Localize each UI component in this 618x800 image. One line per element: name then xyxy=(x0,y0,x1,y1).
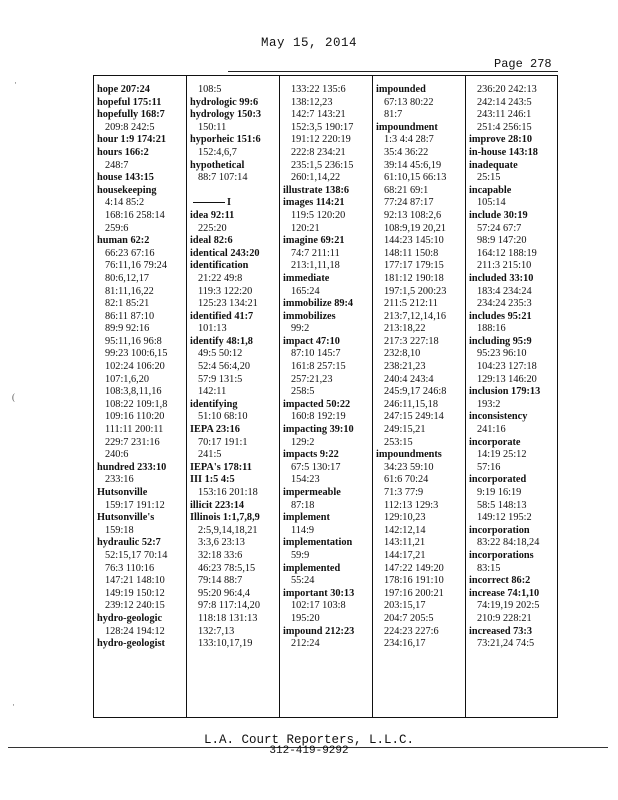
index-reference: 76:11,16 79:24 xyxy=(105,260,167,272)
index-term: images 114:21 xyxy=(283,197,345,209)
index-reference: 120:21 xyxy=(291,222,320,234)
index-reference: 160:8 192:19 xyxy=(291,411,346,423)
index-reference: 81:11,16,22 xyxy=(105,285,154,297)
index-term: imagine 69:21 xyxy=(283,235,345,247)
index-reference: 87:10 145:7 xyxy=(291,348,341,360)
index-reference: 260:1,14,22 xyxy=(291,172,341,184)
index-reference: 148:11 150:8 xyxy=(384,247,439,259)
index-term: Illinois 1:1,7,8,9 xyxy=(190,512,260,524)
index-reference: 98:9 147:20 xyxy=(477,235,527,247)
index-reference: 108:9,19 20,21 xyxy=(384,222,447,234)
index-reference: 147:22 149:20 xyxy=(384,562,444,574)
scan-speck: ( xyxy=(12,392,15,402)
index-column-5 xyxy=(466,76,559,717)
index-reference: 101:13 xyxy=(198,323,227,335)
index-reference: 211:3 215:10 xyxy=(477,260,532,272)
index-reference: 238:21,23 xyxy=(384,361,426,373)
index-reference: 104:23 127:18 xyxy=(477,361,537,373)
index-term: hyporheic 151:6 xyxy=(190,134,261,146)
index-term: impounded xyxy=(376,84,426,95)
index-reference: 3:3,6 23:13 xyxy=(198,537,245,549)
index-reference: 52:15,17 70:14 xyxy=(105,549,168,561)
index-reference: 108:22 109:1,8 xyxy=(105,398,168,410)
index-term: included 33:10 xyxy=(469,272,534,284)
index-reference: 197:16 200:21 xyxy=(384,587,444,599)
index-term: impermeable xyxy=(283,487,341,498)
index-term: impact 47:10 xyxy=(283,335,340,347)
index-reference: 73:21,24 74:5 xyxy=(477,638,535,650)
index-term: hopefully 168:7 xyxy=(97,109,165,121)
index-reference: 181:12 190:18 xyxy=(384,272,444,284)
index-term: hopeful 175:11 xyxy=(97,96,162,108)
index-term: incorporated xyxy=(469,474,527,486)
index-term: hope 207:24 xyxy=(97,84,150,95)
index-reference: 229:7 231:16 xyxy=(105,436,160,448)
index-reference: 142:11 xyxy=(198,386,227,398)
index-reference: 150:11 xyxy=(198,121,227,133)
index-term: in-house 143:18 xyxy=(469,146,538,158)
index-reference: 177:17 179:15 xyxy=(384,260,444,272)
index-reference: 197:1,5 200:23 xyxy=(384,285,447,297)
index-reference: 109:16 110:20 xyxy=(105,411,165,423)
header-rule xyxy=(228,71,558,72)
index-reference: 210:9 228:21 xyxy=(477,612,532,624)
index-term: hours 166:2 xyxy=(97,146,149,158)
index-reference: 133:22 135:6 xyxy=(291,84,346,95)
index-reference: 107:1,6,20 xyxy=(105,373,150,385)
index-reference: 102:17 103:8 xyxy=(291,600,346,612)
index-reference: 234:24 235:3 xyxy=(477,298,532,310)
index-reference: 57:24 67:7 xyxy=(477,222,522,234)
index-term: incorrect 86:2 xyxy=(469,575,531,587)
index-term: immediate xyxy=(283,272,330,284)
scan-speck: · xyxy=(12,700,15,710)
index-reference: 125:23 134:21 xyxy=(198,298,258,310)
index-reference: 95:11,16 96:8 xyxy=(105,335,162,347)
index-reference: 142:7 143:21 xyxy=(291,109,346,121)
index-reference: 195:20 xyxy=(291,612,320,624)
index-reference: 77:24 87:17 xyxy=(384,197,434,209)
index-column-1 xyxy=(94,76,187,717)
index-reference: 49:5 50:12 xyxy=(198,348,243,360)
index-reference: 211:5 212:11 xyxy=(384,298,438,310)
index-reference: 213:1,11,18 xyxy=(291,260,340,272)
index-reference: 217:3 227:18 xyxy=(384,335,439,347)
index-reference: 99:2 xyxy=(291,323,310,335)
index-reference: 92:13 108:2,6 xyxy=(384,209,442,221)
index-reference: 71:3 77:9 xyxy=(384,487,424,498)
index-term: house 143:15 xyxy=(97,172,154,184)
index-reference: 61:6 70:24 xyxy=(384,474,429,486)
index-term: impoundments xyxy=(376,449,442,461)
index-reference: 52:4 56:4,20 xyxy=(198,361,251,373)
index-reference: 32:18 33:6 xyxy=(198,549,243,561)
index-reference: 240:4 243:4 xyxy=(384,373,434,385)
index-reference: 86:11 87:10 xyxy=(105,310,155,322)
index-reference: 234:16,17 xyxy=(384,638,426,650)
page-number: Page 278 xyxy=(494,57,552,71)
index-term: immobilizes xyxy=(283,310,336,322)
index-term: incorporate xyxy=(469,436,521,448)
index-reference: 14:19 25:12 xyxy=(477,449,527,461)
index-reference: 82:1 85:21 xyxy=(105,298,150,310)
index-reference: 249:15,21 xyxy=(384,424,426,436)
index-term: inconsistency xyxy=(469,411,528,423)
index-reference: 233:16 xyxy=(105,474,134,486)
index-term: impound 212:23 xyxy=(283,625,355,637)
index-reference: 111:11 200:11 xyxy=(105,424,164,436)
index-reference: 188:16 xyxy=(477,323,506,335)
index-reference: 118:18 131:13 xyxy=(198,612,258,624)
index-term: III 1:5 4:5 xyxy=(190,474,235,486)
index-term: important 30:13 xyxy=(283,587,355,599)
index-reference: 236:20 242:13 xyxy=(477,84,537,95)
index-reference: 204:7 205:5 xyxy=(384,612,434,624)
transcript-date: May 15, 2014 xyxy=(260,36,357,50)
index-reference: 95:20 96:4,4 xyxy=(198,587,251,599)
index-term: immobilize 89:4 xyxy=(283,298,354,310)
index-reference: 83:22 84:18,24 xyxy=(477,537,540,549)
index-term: human 62:2 xyxy=(97,235,150,247)
index-term: hydraulic 52:7 xyxy=(97,537,161,549)
index-term: implement xyxy=(283,512,330,524)
index-reference: 235:1,5 236:15 xyxy=(291,159,354,171)
index-reference: 4:14 85:2 xyxy=(105,197,145,209)
index-reference: 143:11,21 xyxy=(384,537,426,549)
index-term: identification xyxy=(190,260,249,272)
index-column-2 xyxy=(187,76,280,717)
index-reference: 99:23 100:6,15 xyxy=(105,348,168,360)
index-reference: 88:7 107:14 xyxy=(198,172,248,184)
index-reference: 257:21,23 xyxy=(291,373,333,385)
index-reference: 251:4 256:15 xyxy=(477,121,532,133)
index-reference: 97:8 117:14,20 xyxy=(198,600,260,612)
index-term: incorporation xyxy=(469,524,530,536)
index-reference: 112:13 129:3 xyxy=(384,499,439,511)
index-reference: 61:10,15 66:13 xyxy=(384,172,447,184)
index-term: hydro-geologist xyxy=(97,638,165,650)
index-reference: 133:10,17,19 xyxy=(198,638,253,650)
index-reference: 67:13 80:22 xyxy=(384,96,434,108)
index-term: hundred 233:10 xyxy=(97,461,167,473)
index-reference: 212:24 xyxy=(291,638,320,650)
index-reference: 232:8,10 xyxy=(384,348,421,360)
index-term: hydro-geologic xyxy=(97,612,163,624)
index-reference: 35:4 36:22 xyxy=(384,146,429,158)
index-reference: 128:24 194:12 xyxy=(105,625,165,637)
index-reference: 25:15 xyxy=(477,172,501,184)
index-reference: 83:15 xyxy=(477,562,501,574)
index-term: hydrology 150:3 xyxy=(190,109,262,121)
index-reference: 129:10,23 xyxy=(384,512,426,524)
index-reference: 144:17,21 xyxy=(384,549,426,561)
index-reference: 147:21 148:10 xyxy=(105,575,165,587)
index-reference: 119:5 120:20 xyxy=(291,209,346,221)
index-reference: 259:6 xyxy=(105,222,129,234)
index-term: implementation xyxy=(283,537,353,549)
footer-company: L.A. Court Reporters, L.L.C. xyxy=(203,733,415,747)
index-term: Hutsonville xyxy=(97,487,148,498)
index-reference: 224:23 227:6 xyxy=(384,625,439,637)
index-reference: 1:3 4:4 28:7 xyxy=(384,134,434,146)
section-letter-rule xyxy=(193,202,225,203)
index-reference: 108:3,8,11,16 xyxy=(105,386,162,398)
index-reference: 129:2 xyxy=(291,436,315,448)
index-reference: 152:4,6,7 xyxy=(198,146,237,158)
index-reference: 66:23 67:16 xyxy=(105,247,155,259)
section-letter xyxy=(190,197,279,210)
index-reference: 34:23 59:10 xyxy=(384,461,434,473)
index-reference: 105:14 xyxy=(477,197,506,209)
index-reference: 168:16 258:14 xyxy=(105,209,165,221)
index-reference: 57:16 xyxy=(477,461,501,473)
index-term: improve 28:10 xyxy=(469,134,533,146)
index-reference: 95:23 96:10 xyxy=(477,348,527,360)
index-reference: 70:17 191:1 xyxy=(198,436,248,448)
index-column-3 xyxy=(280,76,373,717)
index-reference: 159:18 xyxy=(105,524,134,536)
index-reference: 246:11,15,18 xyxy=(384,398,438,410)
footer-phone: 312-419-9292 xyxy=(269,745,349,757)
word-index-table xyxy=(93,75,558,718)
index-reference: 51:10 68:10 xyxy=(198,411,248,423)
index-reference: 144:23 145:10 xyxy=(384,235,444,247)
index-term: ideal 82:6 xyxy=(190,235,233,247)
index-term: illustrate 138:6 xyxy=(283,184,350,196)
index-term: inclusion 179:13 xyxy=(469,386,541,398)
index-reference: 193:2 xyxy=(477,398,501,410)
index-reference: 21:22 49:8 xyxy=(198,272,243,284)
index-reference: 67:5 130:17 xyxy=(291,461,341,473)
index-reference: 248:7 xyxy=(105,159,129,171)
index-reference: 161:8 257:15 xyxy=(291,361,346,373)
index-reference: 9:19 16:19 xyxy=(477,487,522,498)
index-term: includes 95:21 xyxy=(469,310,532,322)
index-reference: 114:9 xyxy=(291,524,315,536)
index-term: include 30:19 xyxy=(469,209,528,221)
index-term: inadequate xyxy=(469,159,518,171)
index-reference: 68:21 69:1 xyxy=(384,184,429,196)
index-reference: 119:3 122:20 xyxy=(198,285,253,297)
index-reference: 154:23 xyxy=(291,474,320,486)
index-term: impacted 50:22 xyxy=(283,398,351,410)
index-term: hour 1:9 174:21 xyxy=(97,134,167,146)
index-reference: 149:12 195:2 xyxy=(477,512,532,524)
index-reference: 138:12,23 xyxy=(291,96,333,108)
index-term: hypothetical xyxy=(190,159,245,171)
index-term: increase 74:1,10 xyxy=(469,587,540,599)
index-reference: 222:8 234:21 xyxy=(291,146,346,158)
index-term: illicit 223:14 xyxy=(190,499,245,511)
index-reference: 241:5 xyxy=(198,449,222,461)
index-term: impacts 9:22 xyxy=(283,449,339,461)
index-term: including 95:9 xyxy=(469,335,532,347)
index-reference: 239:12 240:15 xyxy=(105,600,165,612)
index-term: IEPA 23:16 xyxy=(190,424,240,436)
index-reference: 178:16 191:10 xyxy=(384,575,444,587)
index-reference: 76:3 110:16 xyxy=(105,562,155,574)
index-reference: 102:24 106:20 xyxy=(105,361,165,373)
index-reference: 57:9 131:5 xyxy=(198,373,243,385)
section-divider xyxy=(190,185,279,198)
index-reference: 213:7,12,14,16 xyxy=(384,310,447,322)
index-reference: 213:18,22 xyxy=(384,323,426,335)
index-term: identical 243:20 xyxy=(190,247,260,259)
index-reference: 129:13 146:20 xyxy=(477,373,537,385)
index-reference: 149:19 150:12 xyxy=(105,587,165,599)
index-reference: 89:9 92:16 xyxy=(105,323,150,335)
index-term: incapable xyxy=(469,184,512,196)
index-reference: 153:16 201:18 xyxy=(198,487,258,498)
index-reference: 243:11 246:1 xyxy=(477,109,532,121)
index-reference: 203:15,17 xyxy=(384,600,426,612)
index-reference: 165:24 xyxy=(291,285,320,297)
index-reference: 152:3,5 190:17 xyxy=(291,121,354,133)
index-reference: 81:7 xyxy=(384,109,403,121)
index-reference: 245:9,17 246:8 xyxy=(384,386,447,398)
index-term: identified 41:7 xyxy=(190,310,254,322)
index-reference: 132:7,13 xyxy=(198,625,235,637)
index-term: impoundment xyxy=(376,121,438,133)
index-term: Hutsonville's xyxy=(97,512,155,524)
index-term: impacting 39:10 xyxy=(283,424,354,436)
index-reference: 58:5 148:13 xyxy=(477,499,527,511)
index-reference: 159:17 191:12 xyxy=(105,499,165,511)
index-reference: 258:5 xyxy=(291,386,315,398)
index-reference: 87:18 xyxy=(291,499,315,511)
index-reference: 59:9 xyxy=(291,549,310,561)
index-reference: 55:24 xyxy=(291,575,315,587)
index-reference: 240:6 xyxy=(105,449,129,461)
index-reference: 74:7 211:11 xyxy=(291,247,340,259)
index-term: increased 73:3 xyxy=(469,625,533,637)
index-reference: 242:14 243:5 xyxy=(477,96,532,108)
index-reference: 80:6,12,17 xyxy=(105,272,150,284)
index-reference: 241:16 xyxy=(477,424,506,436)
index-reference: 183:4 234:24 xyxy=(477,285,532,297)
index-column-4 xyxy=(373,76,466,717)
index-reference: 79:14 88:7 xyxy=(198,575,243,587)
index-term: identifying xyxy=(190,398,238,410)
index-term: identify 48:1,8 xyxy=(190,335,253,347)
index-reference: 247:15 249:14 xyxy=(384,411,444,423)
index-reference: 2:5,9,14,18,21 xyxy=(198,524,258,536)
index-reference: 46:23 78:5,15 xyxy=(198,562,256,574)
index-reference: 164:12 188:19 xyxy=(477,247,537,259)
index-reference: 209:8 242:5 xyxy=(105,121,155,133)
index-reference: 39:14 45:6,19 xyxy=(384,159,442,171)
index-term: housekeeping xyxy=(97,184,157,196)
index-term: IEPA's 178:11 xyxy=(190,461,252,473)
section-letter-label: I xyxy=(227,197,232,209)
index-reference: 142:12,14 xyxy=(384,524,426,536)
index-term: implemented xyxy=(283,562,341,574)
scan-speck: · xyxy=(14,78,17,88)
index-reference: 253:15 xyxy=(384,436,413,448)
index-term: hydrologic 99:6 xyxy=(190,96,259,108)
index-term: idea 92:11 xyxy=(190,209,235,221)
index-term: incorporations xyxy=(469,549,534,561)
index-reference: 225:20 xyxy=(198,222,227,234)
index-reference: 74:19,19 202:5 xyxy=(477,600,540,612)
index-reference: 191:12 220:19 xyxy=(291,134,351,146)
index-reference: 108:5 xyxy=(198,84,222,95)
